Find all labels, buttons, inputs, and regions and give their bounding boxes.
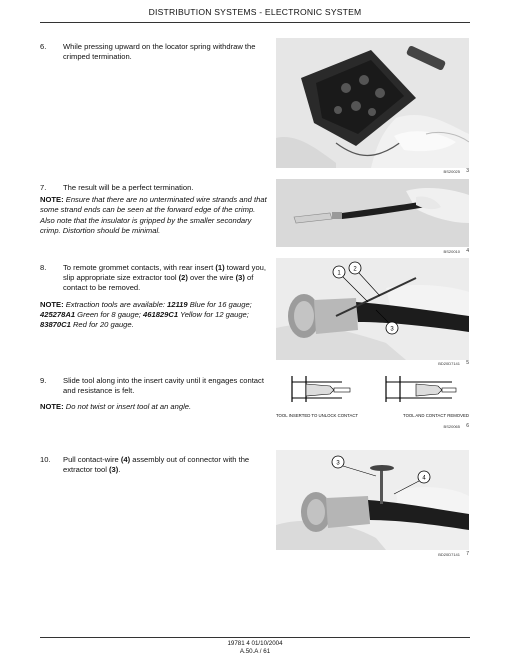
ref-callout: (1) xyxy=(215,263,225,272)
callout-3: 3 xyxy=(336,460,340,467)
note-label: NOTE: xyxy=(40,195,64,205)
figure-6-labels xyxy=(276,413,469,418)
figure-number: 7 xyxy=(466,551,469,557)
step-number: 9. xyxy=(40,376,47,385)
figure-photo-pull-contact xyxy=(276,450,469,550)
callout-4: 4 xyxy=(422,475,426,482)
step-note: NOTE: Extraction tools are available: 12119 Blue for 16 gauge; 425278A1 Green for 8 gauge; 461829C1 Yellow for 12 gauge; 83870C1 Red for 20 gauge. xyxy=(40,299,252,330)
step-7 xyxy=(40,183,268,236)
termination-photo-image xyxy=(276,179,469,247)
tool-drawing-image xyxy=(276,372,469,412)
step-number: 10. xyxy=(40,455,51,464)
ref-callout: (3) xyxy=(235,273,245,283)
ref-callout: (2) xyxy=(178,273,188,283)
step-text: The result will be a perfect termination. xyxy=(63,183,194,192)
step-number: 8. xyxy=(40,263,47,272)
header-rule xyxy=(40,22,470,23)
callout-1: 1 xyxy=(337,270,341,277)
callout-2: 2 xyxy=(353,266,357,273)
callout-3: 3 xyxy=(390,326,394,333)
figure-caption xyxy=(276,360,469,368)
part-number: 83870C1 xyxy=(40,320,71,330)
step-6 xyxy=(40,42,268,62)
note-text: Ensure that there are no unterminated wire strands and that some strand ends can be seen at the forward edge of the crimp. Also note that the insulator is gripped by the smaller secondary crimp. Distortion should be minimal. xyxy=(40,195,267,235)
figure-code: BS20025 xyxy=(443,169,460,174)
extractor-photo-image xyxy=(276,258,469,360)
footer-line-2: A.50.A / 61 xyxy=(239,648,271,655)
figure-code: BD20D7141 xyxy=(438,361,460,366)
page-header: DISTRIBUTION SYSTEMS - ELECTRONIC SYSTEM xyxy=(148,7,362,17)
figure-number: 3 xyxy=(466,168,469,174)
label-tool-inserted: TOOL INSERTED TO UNLOCK CONTACT xyxy=(276,413,359,418)
step-text: To remote grommet contacts, with rear insert (1) toward you, slip appropriate size extractor tool (2) over the wire (3) of contact to be removed. xyxy=(63,263,267,293)
figure-photo-connector xyxy=(276,38,469,168)
note-label: NOTE: xyxy=(40,402,64,412)
step-note xyxy=(40,195,268,236)
step-9 xyxy=(40,376,268,413)
step-note xyxy=(40,402,268,412)
step-text: While pressing upward on the locator spring withdraw the crimped termination. xyxy=(63,42,256,62)
figure-caption xyxy=(276,168,469,176)
figure-number: 5 xyxy=(466,360,469,366)
ref-callout: (4) xyxy=(120,455,131,464)
part-number: 12119 xyxy=(167,299,188,309)
figure-code: BS20010 xyxy=(443,249,460,254)
figure-photo-termination xyxy=(276,179,469,247)
note-text: Do not twist or insert tool at an angle. xyxy=(63,402,192,412)
step-number: 7. xyxy=(40,183,47,192)
figure-code: BD20D7141 xyxy=(438,552,460,557)
step-10 xyxy=(40,455,268,475)
figure-number: 6 xyxy=(466,423,469,429)
step-text: Slide tool along into the insert cavity until it engages contact and resistance is felt. xyxy=(63,376,264,396)
footer-rule xyxy=(40,637,470,638)
label-tool-removed: TOOL AND CONTACT REMOVED xyxy=(403,413,469,418)
figure-line-drawing xyxy=(276,372,469,412)
footer-line-1: 19781 4 01/10/2004 xyxy=(227,640,283,647)
figure-code: BS20065 xyxy=(443,424,460,429)
step-text: Pull contact-wire (4) assembly out of connector with the extractor tool (3). xyxy=(63,455,250,475)
connector-photo-image xyxy=(276,38,469,168)
figure-caption xyxy=(276,423,469,431)
figure-number: 4 xyxy=(466,248,469,254)
step-8 xyxy=(40,263,268,330)
figure-caption xyxy=(276,551,469,559)
ref-callout: (3) xyxy=(109,465,119,475)
part-number: 461829C1 xyxy=(143,309,179,319)
note-label: NOTE: xyxy=(40,299,64,309)
pull-contact-photo-image xyxy=(276,450,469,550)
part-number: 425278A1 xyxy=(40,309,76,319)
figure-photo-extractor xyxy=(276,258,469,360)
figure-caption xyxy=(276,248,469,256)
step-number: 6. xyxy=(40,42,47,51)
